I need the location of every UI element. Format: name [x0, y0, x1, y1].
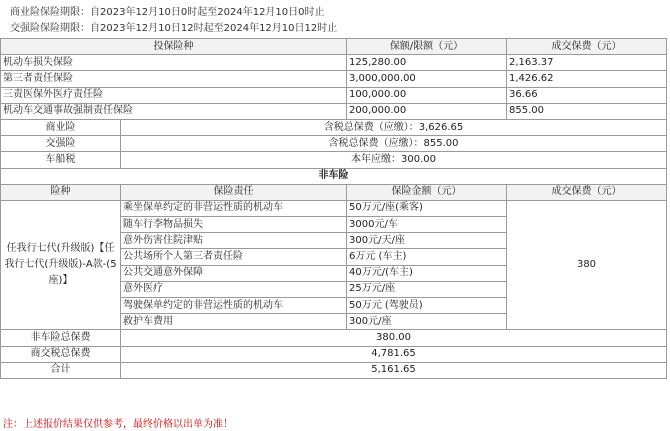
table-row [1, 103, 667, 119]
coverage-duty: 救护车费用 [121, 314, 347, 330]
coverage-amount: 40万元/(车主) [347, 265, 507, 281]
coverage-amount: 3000元/车 [347, 217, 507, 233]
insurance-name: 机动车损失保险 [1, 55, 347, 71]
summary-row [1, 152, 667, 168]
total-value: 5,161.65 [121, 362, 667, 378]
non-car-header-row [1, 184, 667, 200]
insurance-name: 三责医保外医疗责任险 [1, 87, 347, 103]
insurance-amount: 200,000.00 [347, 103, 507, 119]
product-name: 任我行七代(升级版)【任我行七代(升级版)-A款-(5座)】 [1, 200, 121, 330]
coverage-amount: 25万元/座 [347, 281, 507, 297]
commercial-period-text: 商业险保险期限：自2023年12月10日0时起至2024年12月10日0时止 [10, 7, 325, 18]
product-header: 险种 [1, 184, 121, 200]
insurance-name: 第三者责任保险 [1, 71, 347, 87]
coverage-duty-header: 保险责任 [121, 184, 347, 200]
coverage-amount: 50万元/座(乘客) [347, 200, 507, 216]
summary-label: 交强险 [1, 136, 121, 152]
non-car-title: 非车险 [1, 168, 667, 184]
summary-row [1, 119, 667, 135]
coverage-duty: 意外伤害住院津贴 [121, 233, 347, 249]
coverage-amount: 300元/天/座 [347, 233, 507, 249]
car-table-header-row [1, 39, 667, 55]
coverage-duty: 公共场所个人第三者责任险 [121, 249, 347, 265]
total-value: 380.00 [121, 330, 667, 346]
quote-table [0, 38, 667, 379]
coverage-row [1, 200, 667, 216]
insurance-amount: 3,000,000.00 [347, 71, 507, 87]
total-label: 非车险总保费 [1, 330, 121, 346]
summary-value: 含税总保费（应缴）：855.00 [121, 136, 667, 152]
total-row [1, 362, 667, 378]
coverage-duty: 乘坐保单约定的非营运性质的机动车 [121, 200, 347, 216]
insurance-premium: 2,163.37 [507, 55, 667, 71]
table-row [1, 71, 667, 87]
total-row [1, 330, 667, 346]
premium-header: 成交保费（元） [507, 39, 667, 55]
total-value: 4,781.65 [121, 346, 667, 362]
non-car-title-row [1, 168, 667, 184]
table-row [1, 87, 667, 103]
insurance-amount: 100,000.00 [347, 87, 507, 103]
amount-limit-header: 保额/限额（元） [347, 39, 507, 55]
total-label: 合计 [1, 362, 121, 378]
insurance-premium: 1,426.62 [507, 71, 667, 87]
insurance-name: 机动车交通事故强制责任保险 [1, 103, 347, 119]
coverage-duty: 驾驶保单约定的非营运性质的机动车 [121, 298, 347, 314]
coverage-duty: 意外医疗 [121, 281, 347, 297]
insurance-amount: 125,280.00 [347, 55, 507, 71]
disclaimer-note: 注：上述报价结果仅供参考，最终价格以出单为准！ [3, 419, 233, 430]
total-label: 商交税总保费 [1, 346, 121, 362]
coverage-duty: 随车行李物品损失 [121, 217, 347, 233]
summary-value: 含税总保费（应缴）：3,626.65 [121, 119, 667, 135]
summary-row [1, 136, 667, 152]
insurance-premium: 855.00 [507, 103, 667, 119]
insurance-premium: 36.66 [507, 87, 667, 103]
compulsory-period-text: 交强险保险期限：自2023年12月10日12时起至2024年12月10日12时止 [10, 23, 338, 34]
coverage-amount: 50万元 (驾驶员) [347, 298, 507, 314]
insurance-type-header: 投保险种 [1, 39, 347, 55]
summary-value: 本年应缴：300.00 [121, 152, 667, 168]
non-car-premium-header: 成交保费（元） [507, 184, 667, 200]
coverage-duty: 公共交通意外保障 [121, 265, 347, 281]
total-row [1, 346, 667, 362]
non-car-premium: 380 [507, 200, 667, 330]
coverage-amount-header: 保险金额（元） [347, 184, 507, 200]
summary-label: 车船税 [1, 152, 121, 168]
table-row [1, 55, 667, 71]
summary-label: 商业险 [1, 119, 121, 135]
coverage-amount: 6万元 (车主) [347, 249, 507, 265]
coverage-amount: 300元/座 [347, 314, 507, 330]
